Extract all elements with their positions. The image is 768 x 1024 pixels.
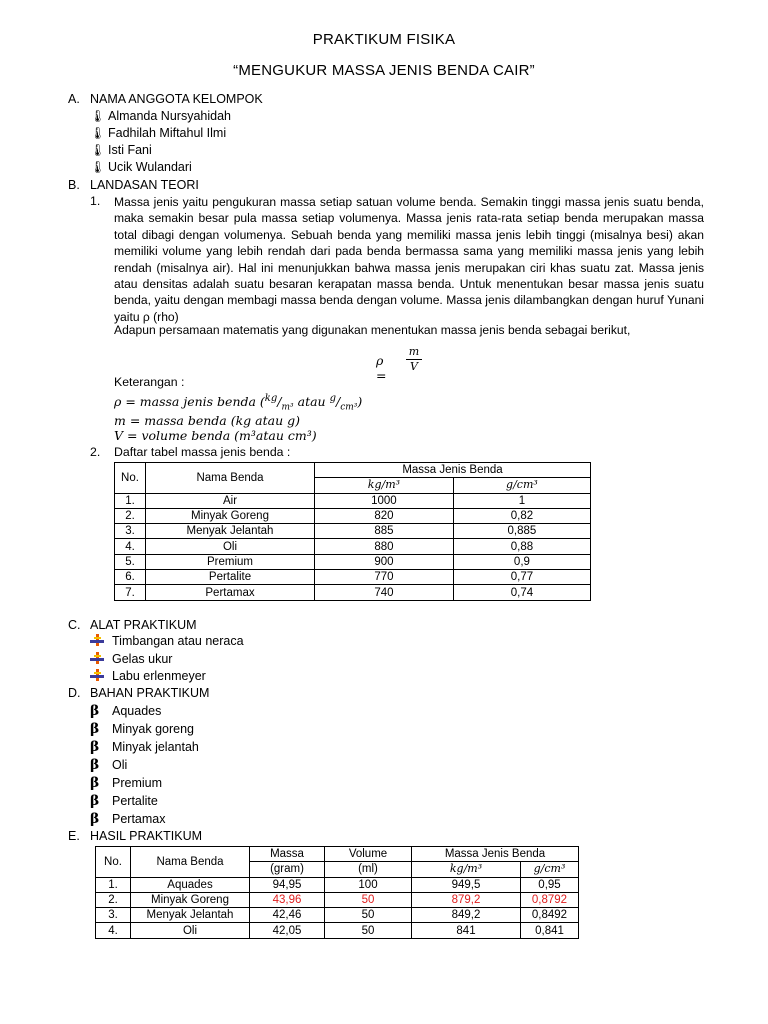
table-cell: 1000 — [315, 493, 454, 508]
beta-bullet-icon: β — [90, 739, 100, 755]
beta-bullet-icon: β — [90, 793, 100, 809]
keterangan-mass: m = massa benda (kg atau g) — [114, 413, 300, 428]
table-row — [115, 570, 591, 585]
table-cell: 0,841 — [521, 923, 579, 938]
table-cell: 880 — [315, 539, 454, 554]
section-d-heading: D. BAHAN PRAKTIKUM — [68, 686, 210, 700]
beta-bullet-icon: β — [90, 775, 100, 791]
table-cell: 50 — [325, 923, 412, 938]
member-item: 🌡 Isti Fani — [90, 143, 152, 157]
keterangan-rho: ρ = massa jenis benda ($^{kg}/_{m^3}$ atau $^g/_{cm^3}$) — [114, 393, 363, 413]
table-row — [115, 524, 591, 539]
table-cell: 6. — [115, 570, 146, 585]
material-item: β Pertamax — [90, 811, 166, 827]
member-item: 🌡 Ucik Wulandari — [90, 160, 192, 174]
theory-paragraph: Massa jenis yaitu pengukuran massa setiap satuan volume benda. Semakin tinggi massa jenis suatu benda, maka semakin besar pula massa setiap volumenya. Massa jenis rata-rata setiap benda merupakan massa total dibagi dengan volumenya. Sebuah benda yang memiliki massa jenis lebih tinggi (misalnya besi) akan memiliki volume yang lebih rendah dari pada benda bermassa sama yang memiliki massa jenis yang lebih rendah (misalnya air). Hal ini menunjukkan bahwa massa jenis merupakan ciri khas suatu zat. Massa jenis atau densitas adalah suatu besaran kerapatan massa benda. Untuk menentukan besar massa jenis suatu benda, yaitu dengan membagi massa benda dengan volume. Massa jenis dilambangkan dengan huruf Yunani yaitu ρ (rho) — [114, 195, 704, 324]
list-number: 2. — [90, 445, 101, 459]
table-header: g/cm³ — [521, 862, 579, 877]
table-header: Nama Benda — [131, 847, 250, 878]
table-cell: Minyak Goreng — [131, 892, 250, 907]
table-row — [115, 539, 591, 554]
table-cell: 949,5 — [412, 877, 521, 892]
table-cell: 2. — [96, 892, 131, 907]
table-row — [96, 877, 579, 892]
table-cell: 5. — [115, 554, 146, 569]
table-header: Nama Benda — [146, 463, 315, 494]
table-row — [115, 554, 591, 569]
table-cell: 849,2 — [412, 908, 521, 923]
table-cell: Air — [146, 493, 315, 508]
table-header: g/cm³ — [453, 478, 590, 493]
table-cell: 0,8792 — [521, 892, 579, 907]
table-cell: 50 — [325, 892, 412, 907]
table-cell: 4. — [96, 923, 131, 938]
table-header: No. — [115, 463, 146, 494]
table-cell: 740 — [315, 585, 454, 600]
table-cell: 0,74 — [453, 585, 590, 600]
table-header: kg/m³ — [412, 862, 521, 877]
table-cell: 2. — [115, 508, 146, 523]
table-cell: 0,8492 — [521, 908, 579, 923]
material-item: β Oli — [90, 757, 128, 773]
table-row — [115, 585, 591, 600]
table-cell: 1. — [96, 877, 131, 892]
document-page: PRAKTIKUM FISIKA “MENGUKUR MASSA JENIS BENDA CAIR” A. NAMA ANGGOTA KELOMPOK 🌡 Almanda Nursyahidah 🌡 Fadhilah Miftahul Ilmi 🌡 Isti Fani 🌡 Ucik Wulandari B. LANDASAN TEORI 1. Massa jenis yaitu pengukuran massa setiap satuan volume benda. Semakin tinggi massa jenis suatu benda, maka semakin besar pula massa setiap volumenya. Massa jenis rata-rata setiap benda merupakan massa total dibagi dengan volumenya. Sebuah benda yang memiliki massa jenis lebih tinggi (misalnya besi) akan memiliki volume yang lebih rendah dari pada benda bermassa sama yang memiliki massa jenis yang lebih rendah (misalnya air). Hal ini menunjukkan bahwa massa jenis merupakan ciri khas suatu zat. Massa jenis atau densitas adalah suatu besaran kerapatan massa benda. Untuk menentukan besar massa jenis suatu benda, yaitu dengan membagi massa benda dengan volume. Massa jenis dilambangkan dengan huruf Yunani yaitu ρ (rho) Adapun persamaan matematis yang digunakan menentukan massa jenis benda sebagai berikut, ρ = m V Keterangan : ρ = massa jenis benda ($^{kg}/_{m^3}$ atau $^g/_{cm^3}$) m = massa benda (kg atau g) V = volume benda (m³atau cm³) 2. Daftar tabel massa jenis benda : No. Nama Benda Massa Jenis Benda kg/m³ g/cm³ 1. Air 1000 1 2. Minyak Goreng 820 0,82 3. Menyak Jelantah 885 0,885 4. Oli 880 0,88 5. Premium 900 0,9 6. Pertalite 770 0,77 7. Pertamax 740 0,74 C. ALAT PRAKTIKUM Timbangan atau neraca Gelas ukur Labu erlenmeyer D. BAHAN PRAKTIKUM β Aquades β Minyak goreng β Minyak jelantah β Oli β Premium β Pertalite β Pertamax E. HASIL PRAKTIKUM No. Nama Benda Massa Volume Massa Jenis Benda (gram) (ml) kg/m³ g/cm³ 1. Aquades 94,95 100 949,5 0,95 2. Minyak Goreng 43,96 50 879,2 0,8792 3. Menyak Jelantah 42,46 50 849,2 0,8492 4. Oli 42,05 50 841 0,841 — [0, 0, 768, 1024]
table-header: Massa Jenis Benda — [315, 463, 591, 478]
table-cell: 42,05 — [250, 923, 325, 938]
density-reference-table — [114, 462, 591, 601]
table-cell: 4. — [115, 539, 146, 554]
thermometer-icon: 🌡 — [90, 143, 106, 157]
keterangan-label: Keterangan : — [114, 375, 185, 389]
table-cell: 43,96 — [250, 892, 325, 907]
member-item: 🌡 Fadhilah Miftahul Ilmi — [90, 126, 227, 140]
section-c-heading: C. ALAT PRAKTIKUM — [68, 618, 197, 632]
table-row — [115, 493, 591, 508]
formula-intro: Adapun persamaan matematis yang digunakan menentukan massa jenis benda sebagai berikut, — [114, 323, 631, 337]
table-cell: 0,95 — [521, 877, 579, 892]
document-subtitle: “MENGUKUR MASSA JENIS BENDA CAIR” — [233, 62, 535, 79]
tool-item: Timbangan atau neraca — [90, 634, 244, 648]
member-item: 🌡 Almanda Nursyahidah — [90, 109, 231, 123]
table-cell: Premium — [146, 554, 315, 569]
cross-bullet-icon — [90, 652, 106, 664]
table-header: kg/m³ — [315, 478, 454, 493]
table-cell: 7. — [115, 585, 146, 600]
table-header: (ml) — [325, 862, 412, 877]
table1-caption: Daftar tabel massa jenis benda : — [114, 445, 291, 459]
table-header: (gram) — [250, 862, 325, 877]
material-item: β Pertalite — [90, 793, 158, 809]
cross-bullet-icon — [90, 634, 106, 646]
material-item: β Premium — [90, 775, 163, 791]
thermometer-icon: 🌡 — [90, 109, 106, 123]
cross-bullet-icon — [90, 669, 106, 681]
table-row — [96, 908, 579, 923]
section-a-heading: A. NAMA ANGGOTA KELOMPOK — [68, 92, 263, 106]
material-item: β Minyak goreng — [90, 721, 194, 737]
table-cell: 3. — [96, 908, 131, 923]
table-cell: 0,885 — [453, 524, 590, 539]
beta-bullet-icon: β — [90, 757, 100, 773]
table-cell: 42,46 — [250, 908, 325, 923]
table-cell: 0,9 — [453, 554, 590, 569]
material-item: β Aquades — [90, 703, 162, 719]
table-cell: Aquades — [131, 877, 250, 892]
keterangan-volume: V = volume benda (m³atau cm³) — [114, 428, 317, 443]
table-cell: 3. — [115, 524, 146, 539]
table-cell: 100 — [325, 877, 412, 892]
section-e-heading: E. HASIL PRAKTIKUM — [68, 829, 203, 843]
table-header: Massa — [250, 847, 325, 862]
table-cell: 879,2 — [412, 892, 521, 907]
table-header: No. — [96, 847, 131, 878]
table-cell: Menyak Jelantah — [131, 908, 250, 923]
list-number: 1. — [90, 194, 101, 208]
material-item: β Minyak jelantah — [90, 739, 199, 755]
table-cell: Oli — [146, 539, 315, 554]
table-cell: 0,82 — [453, 508, 590, 523]
beta-bullet-icon: β — [90, 703, 100, 719]
table-cell: 770 — [315, 570, 454, 585]
table-header: Massa Jenis Benda — [412, 847, 579, 862]
table-cell: 1 — [453, 493, 590, 508]
table-cell: 0,77 — [453, 570, 590, 585]
table-cell: 900 — [315, 554, 454, 569]
table-row — [115, 508, 591, 523]
tool-item: Labu erlenmeyer — [90, 669, 206, 683]
document-title: PRAKTIKUM FISIKA — [312, 31, 456, 48]
beta-bullet-icon: β — [90, 811, 100, 827]
beta-bullet-icon: β — [90, 721, 100, 737]
thermometer-icon: 🌡 — [90, 160, 106, 174]
thermometer-icon: 🌡 — [90, 126, 106, 140]
table-cell: Pertalite — [146, 570, 315, 585]
table-row — [96, 892, 579, 907]
results-table — [95, 846, 579, 939]
table-cell: Minyak Goreng — [146, 508, 315, 523]
table-cell: Oli — [131, 923, 250, 938]
section-b-heading: B. LANDASAN TEORI — [68, 178, 199, 192]
table-header: Volume — [325, 847, 412, 862]
table-cell: 1. — [115, 493, 146, 508]
table-cell: 885 — [315, 524, 454, 539]
tool-item: Gelas ukur — [90, 652, 172, 666]
table-cell: 820 — [315, 508, 454, 523]
table-cell: 0,88 — [453, 539, 590, 554]
table-cell: Menyak Jelantah — [146, 524, 315, 539]
table-cell: 841 — [412, 923, 521, 938]
table-cell: 50 — [325, 908, 412, 923]
table-cell: Pertamax — [146, 585, 315, 600]
table-row — [96, 923, 579, 938]
table-cell: 94,95 — [250, 877, 325, 892]
